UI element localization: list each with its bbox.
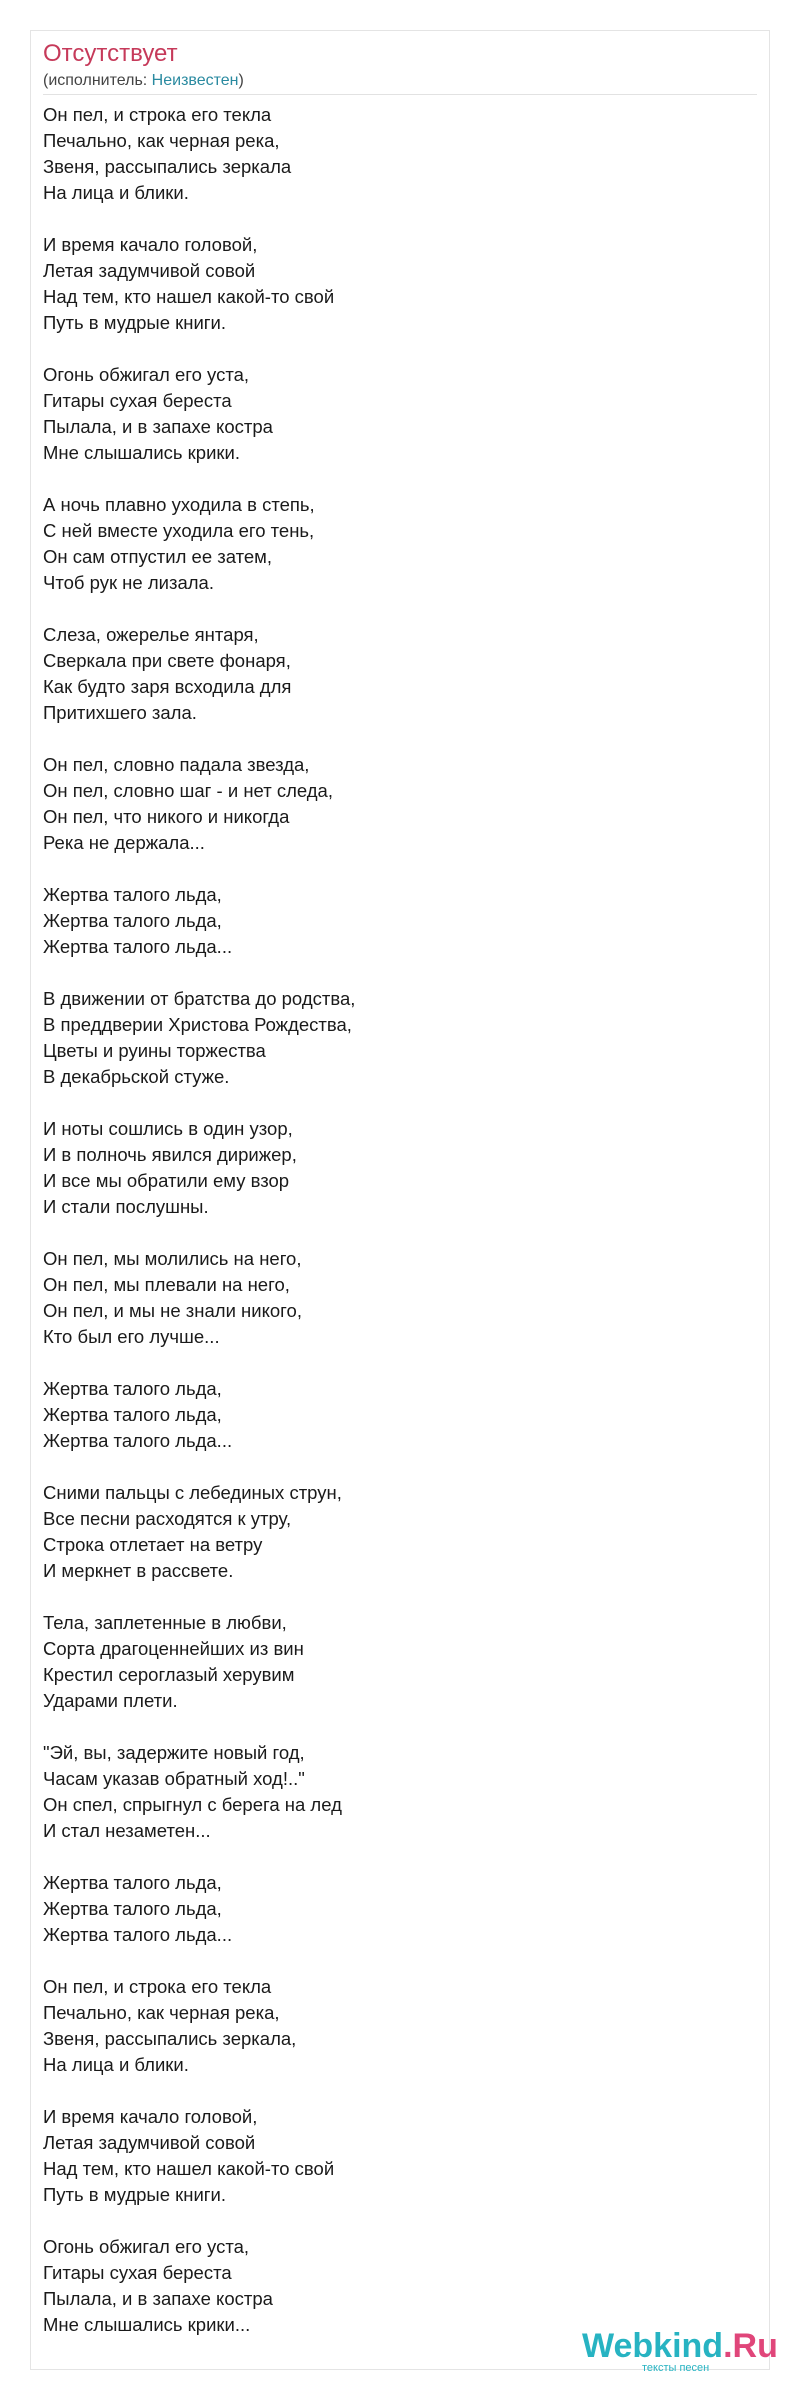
lyrics-line: Жертва талого льда,: [43, 1404, 222, 1425]
lyrics-stanza: [43, 1246, 743, 1350]
lyrics-line: Он пел, и мы не знали никого,: [43, 1300, 302, 1321]
logo-ru: .Ru: [723, 2327, 778, 2365]
lyrics-line: Он спел, спрыгнул с берега на лед: [43, 1794, 342, 1815]
logo-wordmark: [582, 2326, 778, 2366]
lyrics-line: Пылала, и в запахе костра: [43, 416, 273, 437]
lyrics-line: Он сам отпустил ее затем,: [43, 546, 273, 567]
lyrics-line: Пылала, и в запахе костра: [43, 2288, 273, 2309]
lyrics-line: И все мы обратили ему взор: [43, 1170, 290, 1191]
lyrics-line: И в полночь явился дирижер,: [43, 1144, 297, 1165]
lyrics-line: Сорта драгоценнейших из вин: [43, 1638, 304, 1659]
lyrics-stanza: [43, 492, 743, 596]
lyrics-line: Печально, как черная река,: [43, 130, 280, 151]
lyrics-line: Над тем, кто нашел какой-то свой: [43, 286, 335, 307]
lyrics-stanza: [43, 882, 743, 960]
header-divider: [43, 94, 757, 95]
lyrics-line: Летая задумчивой совой: [43, 260, 256, 281]
lyrics-line: И стали послушны.: [43, 1196, 209, 1217]
lyrics-stanza: [43, 1116, 743, 1220]
lyrics-stanza: [43, 2234, 743, 2338]
lyrics-line: Летая задумчивой совой: [43, 2132, 256, 2153]
lyrics-stanza: [43, 622, 743, 726]
lyrics-stanza: [43, 1740, 743, 1844]
lyrics-line: С ней вместе уходила его тень,: [43, 520, 315, 541]
lyrics-line: Кто был его лучше...: [43, 1326, 220, 1347]
lyrics-line: Жертва талого льда...: [43, 936, 233, 957]
lyrics-line: Чтоб рук не лизала.: [43, 572, 214, 593]
lyrics-stanza: [43, 1376, 743, 1454]
logo-kind: kind: [653, 2327, 724, 2365]
lyrics-line: Притихшего зала.: [43, 702, 197, 723]
lyrics-line: Крестил сероглазый херувим: [43, 1664, 295, 1685]
lyrics-line: Он пел, и строка его текла: [43, 1976, 272, 1997]
artist-prefix: (исполнитель:: [43, 72, 152, 89]
lyrics-stanza: [43, 752, 743, 856]
logo-web: Web: [582, 2327, 654, 2365]
lyrics-line: Жертва талого льда,: [43, 884, 222, 905]
lyrics-stanza: [43, 986, 743, 1090]
lyrics-line: Звеня, рассыпались зеркала: [43, 156, 292, 177]
lyrics-line: Он пел, и строка его текла: [43, 104, 272, 125]
lyrics-line: Он пел, мы плевали на него,: [43, 1274, 290, 1295]
lyrics-line: Огонь обжигал его уста,: [43, 2236, 250, 2257]
lyrics-body: [43, 102, 743, 2364]
lyrics-line: Печально, как черная река,: [43, 2002, 280, 2023]
lyrics-line: Сними пальцы с лебединых струн,: [43, 1482, 342, 1503]
lyrics-line: Все песни расходятся к утру,: [43, 1508, 292, 1529]
lyrics-line: "Эй, вы, задержите новый год,: [43, 1742, 305, 1763]
logo-tagline: тексты песен: [642, 2362, 710, 2374]
lyrics-line: Он пел, словно падала звезда,: [43, 754, 310, 775]
lyrics-line: На лица и блики.: [43, 182, 189, 203]
lyrics-line: Жертва талого льда,: [43, 1898, 222, 1919]
lyrics-line: Он пел, словно шаг - и нет следа,: [43, 780, 333, 801]
lyrics-line: Жертва талого льда...: [43, 1430, 233, 1451]
lyrics-line: И стал незаметен...: [43, 1820, 211, 1841]
lyrics-line: Жертва талого льда...: [43, 1924, 233, 1945]
webkind-logo[interactable]: [582, 2326, 778, 2376]
lyrics-line: Строка отлетает на ветру: [43, 1534, 263, 1555]
lyrics-line: Он пел, что никого и никогда: [43, 806, 290, 827]
lyrics-line: Огонь обжигал его уста,: [43, 364, 250, 385]
lyrics-line: Жертва талого льда,: [43, 1872, 222, 1893]
lyrics-line: Слеза, ожерелье янтаря,: [43, 624, 259, 645]
lyrics-stanza: [43, 362, 743, 466]
lyrics-line: А ночь плавно уходила в степь,: [43, 494, 315, 515]
page-title: Отсутствует: [43, 40, 178, 67]
lyrics-line: Звеня, рассыпались зеркала,: [43, 2028, 297, 2049]
lyrics-stanza: [43, 1610, 743, 1714]
lyrics-stanza: [43, 1480, 743, 1584]
lyrics-line: Как будто заря всходила для: [43, 676, 292, 697]
lyrics-line: И меркнет в рассвете.: [43, 1560, 234, 1581]
lyrics-line: Часам указав обратный ход!..": [43, 1768, 305, 1789]
lyrics-line: Путь в мудрые книги.: [43, 312, 227, 333]
lyrics-line: И время качало головой,: [43, 2106, 258, 2127]
lyrics-line: Мне слышались крики.: [43, 442, 240, 463]
lyrics-line: В декабрьской стуже.: [43, 1066, 230, 1087]
lyrics-line: Путь в мудрые книги.: [43, 2184, 227, 2205]
lyrics-stanza: [43, 1870, 743, 1948]
lyrics-stanza: [43, 102, 743, 206]
lyrics-line: Сверкала при свете фонаря,: [43, 650, 291, 671]
lyrics-line: Жертва талого льда,: [43, 1378, 222, 1399]
lyrics-line: В движении от братства до родства,: [43, 988, 356, 1009]
lyrics-stanza: [43, 1974, 743, 2078]
lyrics-line: Мне слышались крики...: [43, 2314, 251, 2335]
lyrics-line: Ударами плети.: [43, 1690, 178, 1711]
lyrics-stanza: [43, 232, 743, 336]
lyrics-line: В преддверии Христова Рождества,: [43, 1014, 352, 1035]
lyrics-line: И ноты сошлись в один узор,: [43, 1118, 293, 1139]
lyrics-line: Жертва талого льда,: [43, 910, 222, 931]
lyrics-line: Над тем, кто нашел какой-то свой: [43, 2158, 335, 2179]
lyrics-line: Река не держала...: [43, 832, 205, 853]
artist-suffix: ): [238, 72, 244, 89]
lyrics-line: На лица и блики.: [43, 2054, 189, 2075]
lyrics-stanza: [43, 2104, 743, 2208]
lyrics-line: Тела, заплетенные в любви,: [43, 1612, 287, 1633]
lyrics-line: Гитары сухая береста: [43, 390, 232, 411]
lyrics-line: Цветы и руины торжества: [43, 1040, 266, 1061]
lyrics-line: И время качало головой,: [43, 234, 258, 255]
artist-link[interactable]: Неизвестен: [151, 72, 239, 89]
lyrics-line: Он пел, мы молились на него,: [43, 1248, 302, 1269]
lyrics-line: Гитары сухая береста: [43, 2262, 232, 2283]
artist-line: [43, 70, 244, 92]
